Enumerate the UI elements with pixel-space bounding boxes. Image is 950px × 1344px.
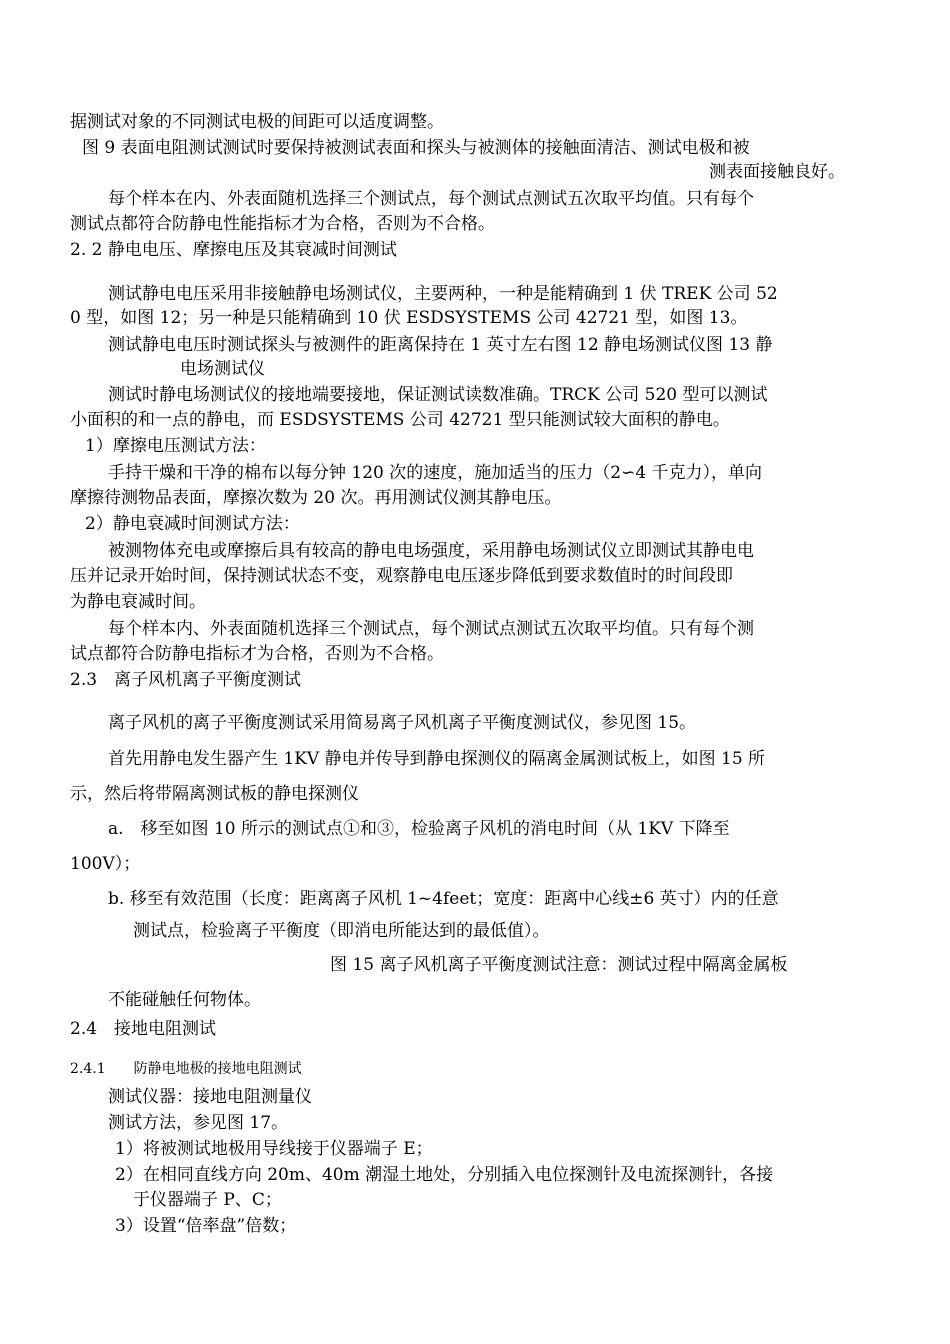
figure-caption-line: 电场测试仪 bbox=[180, 359, 265, 379]
list-item-line: 100V）； bbox=[70, 854, 141, 874]
text-line: 据测试对象的不同测试电极的间距可以适度调整。 bbox=[70, 112, 444, 132]
paragraph-line: 试点都符合防静电指标才为合格，否则为不合格。 bbox=[70, 644, 444, 664]
list-item-line: b. 移至有效范围（长度：距离离子风机 1~4feet；宽度：距离中心线±6 英寸）内的任意 bbox=[108, 889, 779, 909]
paragraph-line: 测试点都符合防静电性能指标才为合格，否则为不合格。 bbox=[70, 214, 495, 234]
paragraph-line: 0 型，如图 12；另一种是只能精确到 10 伏 ESDSYSTEMS 公司 42721 型，如图 13。 bbox=[70, 308, 748, 328]
list-heading: 2）静电衰减时间测试方法： bbox=[85, 514, 300, 534]
list-heading: 1）摩擦电压测试方法： bbox=[85, 436, 266, 456]
figure-caption-line: 测表面接触良好。 bbox=[709, 162, 845, 182]
paragraph-line: 小面积的和一点的静电，而 ESDSYSTEMS 公司 42721 型只能测试较大面积的静电。 bbox=[70, 410, 730, 430]
paragraph-line: 测试仪器：接地电阻测量仪 bbox=[108, 1087, 312, 1107]
list-item-line: 于仪器端子 P、C； bbox=[133, 1190, 282, 1210]
figure-caption-line: 测试静电电压时测试探头与被测件的距离保持在 1 英寸左右图 12 静电场测试仪图 13 静 bbox=[108, 335, 773, 355]
paragraph-line: 不能碰触任何物体。 bbox=[108, 990, 261, 1010]
paragraph-line: 压并记录开始时间，保持测试状态不变，观察静电电压逐步降低到要求数值时的时间段即 bbox=[70, 566, 733, 586]
paragraph-line: 首先用静电发生器产生 1KV 静电并传导到静电探测仪的隔离金属测试板上，如图 15 所 bbox=[108, 749, 766, 769]
subsection-heading: 2.4.1 防静电地极的接地电阻测试 bbox=[70, 1061, 302, 1077]
section-heading: 2. 2 静电电压、摩擦电压及其衰减时间测试 bbox=[70, 240, 397, 260]
paragraph-line: 测试方法，参见图 17。 bbox=[108, 1113, 289, 1133]
list-item-line: 3）设置“倍率盘”倍数； bbox=[115, 1216, 297, 1236]
paragraph-line: 每个样本内、外表面随机选择三个测试点，每个测试点测试五次取平均值。只有每个测 bbox=[108, 619, 754, 639]
paragraph-line: 手持干燥和干净的棉布以每分钟 120 次的速度，施加适当的压力（2∽4 千克力），单向 bbox=[108, 463, 763, 483]
figure-caption-line: 图 9 表面电阻测试测试时要保持被测试表面和探头与被测体的接触面清洁、测试电极和被 bbox=[82, 138, 750, 158]
paragraph-line: 测试时静电场测试仪的接地端要接地，保证测试读数准确。TRCK 公司 520 型可以测试 bbox=[108, 385, 768, 405]
figure-caption-line: 图 15 离子风机离子平衡度测试注意：测试过程中隔离金属板 bbox=[330, 955, 788, 975]
section-heading: 2.3 离子风机离子平衡度测试 bbox=[70, 670, 302, 690]
paragraph-line: 测试静电电压采用非接触静电场测试仪，主要两种，一种是能精确到 1 伏 TREK 公司 52 bbox=[108, 284, 778, 304]
list-item-line: a. 移至如图 10 所示的测试点①和③，检验离子风机的消电时间（从 1KV 下降至 bbox=[108, 819, 730, 839]
paragraph-line: 被测物体充电或摩擦后具有较高的静电电场强度，采用静电场测试仪立即测试其静电电 bbox=[108, 541, 754, 561]
section-heading: 2.4 接地电阻测试 bbox=[70, 1019, 217, 1039]
paragraph-line: 为静电衰减时间。 bbox=[70, 592, 206, 612]
list-item-line: 1）将被测试地极用导线接于仪器端子 E； bbox=[115, 1139, 433, 1159]
list-item-line: 2）在相同直线方向 20m、40m 潮湿土地处，分别插入电位探测针及电流探测针，各接 bbox=[115, 1165, 774, 1185]
list-item-line: 测试点，检验离子平衡度（即消电所能达到的最低值）。 bbox=[133, 921, 550, 941]
paragraph-line: 摩擦待测物品表面，摩擦次数为 20 次。再用测试仪测其静电压。 bbox=[70, 488, 562, 508]
paragraph-line: 每个样本在内、外表面随机选择三个测试点，每个测试点测试五次取平均值。只有每个 bbox=[108, 189, 754, 209]
paragraph-line: 离子风机的离子平衡度测试采用简易离子风机离子平衡度测试仪，参见图 15。 bbox=[108, 713, 697, 733]
paragraph-line: 示，然后将带隔离测试板的静电探测仪 bbox=[70, 784, 359, 804]
